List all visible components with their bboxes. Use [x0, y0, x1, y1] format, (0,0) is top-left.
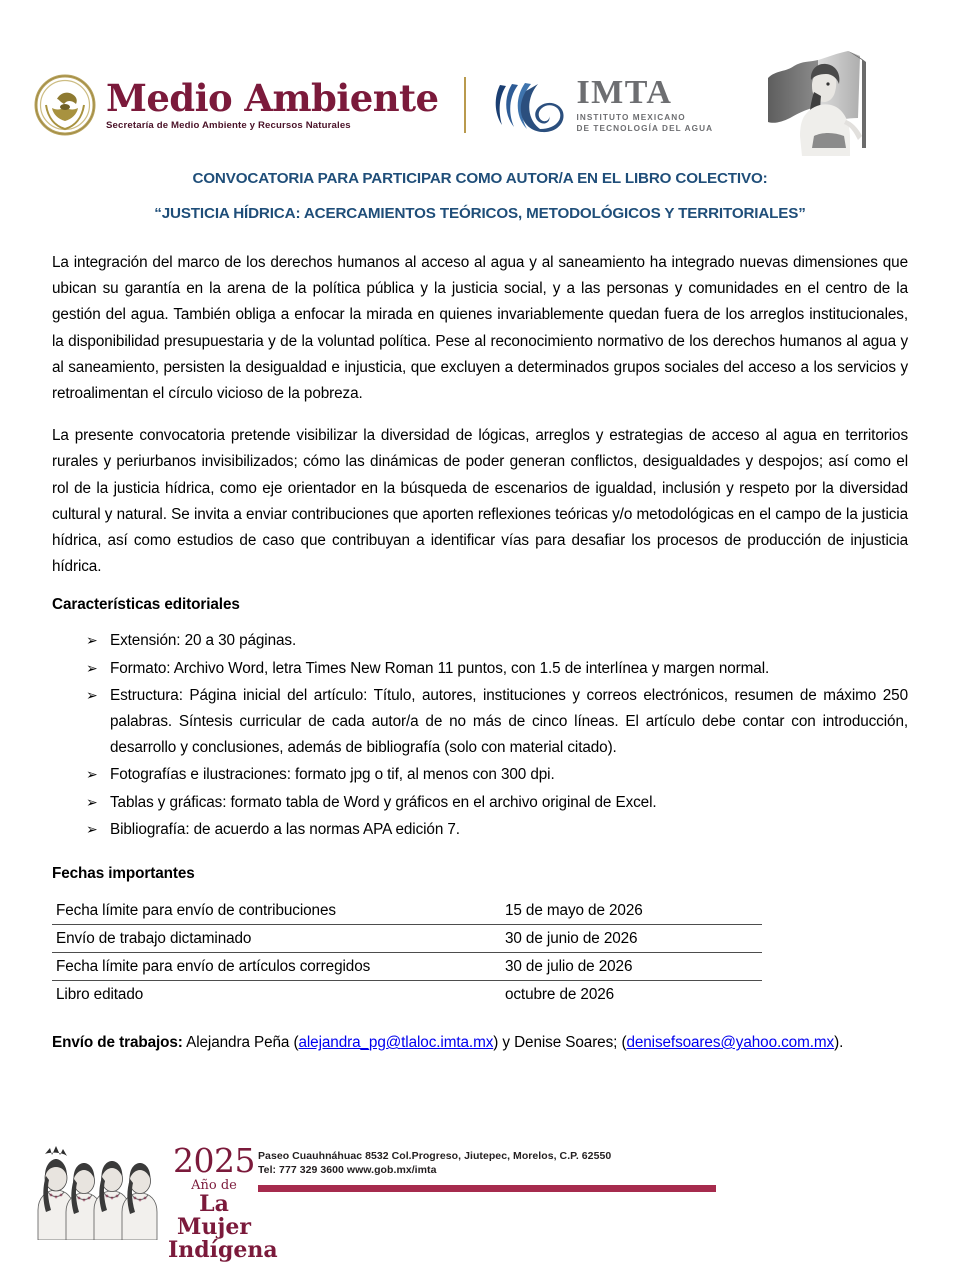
email-link-alejandra[interactable]: alejandra_pg@tlaloc.imta.mx — [298, 1034, 494, 1052]
imta-subtitle-line1: INSTITUTO MEXICANO — [576, 113, 686, 122]
list-item — [52, 817, 908, 843]
table-cell-date: 15 de mayo de 2026 — [501, 897, 762, 925]
intro-paragraph-2: La presente convocatoria pretende visibilizar la diversidad de lógicas, arreglos y estrategias de acceso al agua en territorios rurales y periurbanos invisibilizados; cómo las dinámicas de poder generan conflictos, desigualdades y despojos; así como el rol de la justicia hídrica, como eje orientador en la búsqueda de escenarios de igualdad, inclusión y respeto por la diversidad cultural y natural. Se invita a enviar contribuciones que aporten reflexiones teóricas y/o metodológicas en el campo de la justicia hídrica, así como estudios de caso que contribuyan a identificar vías para desafiar los procesos de producción de injusticia hídrica. — [52, 427, 908, 576]
submission-contact-line — [52, 1030, 908, 1056]
list-item-text: Bibliografía: de acuerdo a las normas APA edición 7. — [110, 820, 460, 838]
semarnat-logo — [34, 74, 438, 136]
email-link-denise[interactable]: denisefsoares@yahoo.com.mx — [626, 1034, 835, 1052]
list-item-text: Tablas y gráficas: formato tabla de Word y gráficos en el archivo original de Excel. — [110, 793, 657, 811]
logo-line1: La Mujer — [177, 1191, 251, 1240]
footer-accent-bar — [258, 1185, 716, 1192]
arrow-bullet-icon: ➢ — [86, 794, 98, 811]
arrow-bullet-icon: ➢ — [86, 633, 98, 650]
dates-section-heading: Fechas importantes — [52, 865, 195, 883]
intro-paragraph-1: La integración del marco de los derechos humanos al acceso al agua y al saneamiento ha integrado nuevas dimensiones que ubican su garantía en la arena de la política pública y la justicia social, y a las personas y comunidades en el centro de la gestión del agua. También obliga a enfocar la mirada en quienes invariablemente quedan fuera de los arreglos institucionales, la disponibilidad presupuestaria y de la voluntad política. Pese al reconocimiento normativo de los derechos humanos al agua y al saneamiento, persisten la desigualdad e injusticia, que excluyen a determinados grupos sociales del acceso a los servicios y retroalimentan el círculo vicioso de la pobreza. — [52, 254, 908, 403]
semarnat-title: Medio Ambiente — [106, 76, 439, 120]
list-item-text: Fotografías e ilustraciones: formato jpg o tif, al menos con 300 dpi. — [110, 766, 555, 784]
logo-anio-de: Año de — [191, 1178, 237, 1193]
table-cell-date: 30 de junio de 2026 — [501, 925, 762, 953]
imta-logo — [492, 76, 713, 134]
list-item — [52, 683, 908, 762]
arrow-bullet-icon: ➢ — [86, 767, 98, 784]
logo-year: 2025 — [173, 1141, 255, 1180]
page-title-line1: CONVOCATORIA PARA PARTICIPAR COMO AUTOR/A EN EL LIBRO COLECTIVO: — [192, 170, 768, 187]
editorial-requirements-list — [52, 628, 908, 843]
mexico-coat-of-arms-icon — [34, 74, 96, 136]
table-cell-label: Libro editado — [56, 986, 144, 1004]
editorial-section-heading: Características editoriales — [52, 596, 240, 614]
four-indigenous-women-illustration — [34, 1140, 166, 1240]
footer-address-block — [258, 1149, 611, 1177]
indigenous-woman-with-flag-illustration — [762, 48, 882, 156]
arrow-bullet-icon: ➢ — [86, 687, 98, 704]
list-item — [52, 762, 908, 788]
table-row — [52, 981, 762, 1009]
arrow-bullet-icon: ➢ — [86, 821, 98, 838]
document-footer — [0, 1138, 960, 1263]
contact-end: ). — [834, 1034, 844, 1052]
table-cell-date: 30 de julio de 2026 — [501, 953, 762, 981]
list-item-text: Formato: Archivo Word, letra Times New Roman 11 puntos, con 1.5 de interlínea y margen normal. — [110, 659, 770, 677]
logo-line2: Indígena — [168, 1237, 278, 1263]
contact-separator: ) y Denise Soares; ( — [493, 1034, 627, 1052]
page-title-line2: “JUSTICIA HÍDRICA: ACERCAMIENTOS TEÓRICOS, METODOLÓGICOS Y TERRITORIALES” — [154, 205, 806, 222]
list-item — [52, 628, 908, 654]
table-cell-date: octubre de 2026 — [504, 986, 615, 1004]
semarnat-subtitle: Secretaría de Medio Ambiente y Recursos Naturales — [106, 120, 351, 131]
table-row — [52, 897, 762, 925]
list-item — [52, 790, 908, 816]
mujer-indigena-2025-logo — [168, 1141, 278, 1263]
submission-label: Envío de trabajos: — [52, 1034, 183, 1052]
table-row — [52, 925, 762, 953]
contact-name-1: Alejandra Peña ( — [182, 1034, 299, 1052]
logo-divider — [464, 77, 466, 133]
document-header — [0, 55, 960, 155]
important-dates-table — [52, 897, 762, 1008]
list-item-text: Extensión: 20 a 30 páginas. — [110, 632, 297, 650]
table-cell-label: Envío de trabajo dictaminado — [52, 925, 501, 953]
document-body — [52, 250, 908, 1056]
table-cell-label: Fecha límite para envío de artículos corregidos — [52, 953, 501, 981]
footer-contact-line: Tel: 777 329 3600 www.gob.mx/imta — [258, 1164, 437, 1176]
table-row — [52, 953, 762, 981]
imta-acronym: IMTA — [576, 74, 673, 111]
imta-subtitle-line2: DE TECNOLOGÍA DEL AGUA — [576, 123, 714, 133]
arrow-bullet-icon: ➢ — [86, 660, 98, 677]
table-cell-label: Fecha límite para envío de contribuciones — [52, 897, 501, 925]
list-item-text: Estructura: Página inicial del artículo: Título, autores, instituciones y correos electrónicos, resumen de máximo 250 palabras. Síntesis curricular de cada autor/a de no más de cinco líneas. El artículo debe contar con introducción, desarrollo y conclusiones, además de bibliografía (solo con material citado). — [110, 686, 908, 757]
footer-address-line: Paseo Cuauhnáhuac 8532 Col.Progreso, Jiutepec, Morelos, C.P. 62550 — [258, 1150, 612, 1162]
imta-water-swirl-icon — [492, 77, 568, 133]
list-item — [52, 656, 908, 682]
